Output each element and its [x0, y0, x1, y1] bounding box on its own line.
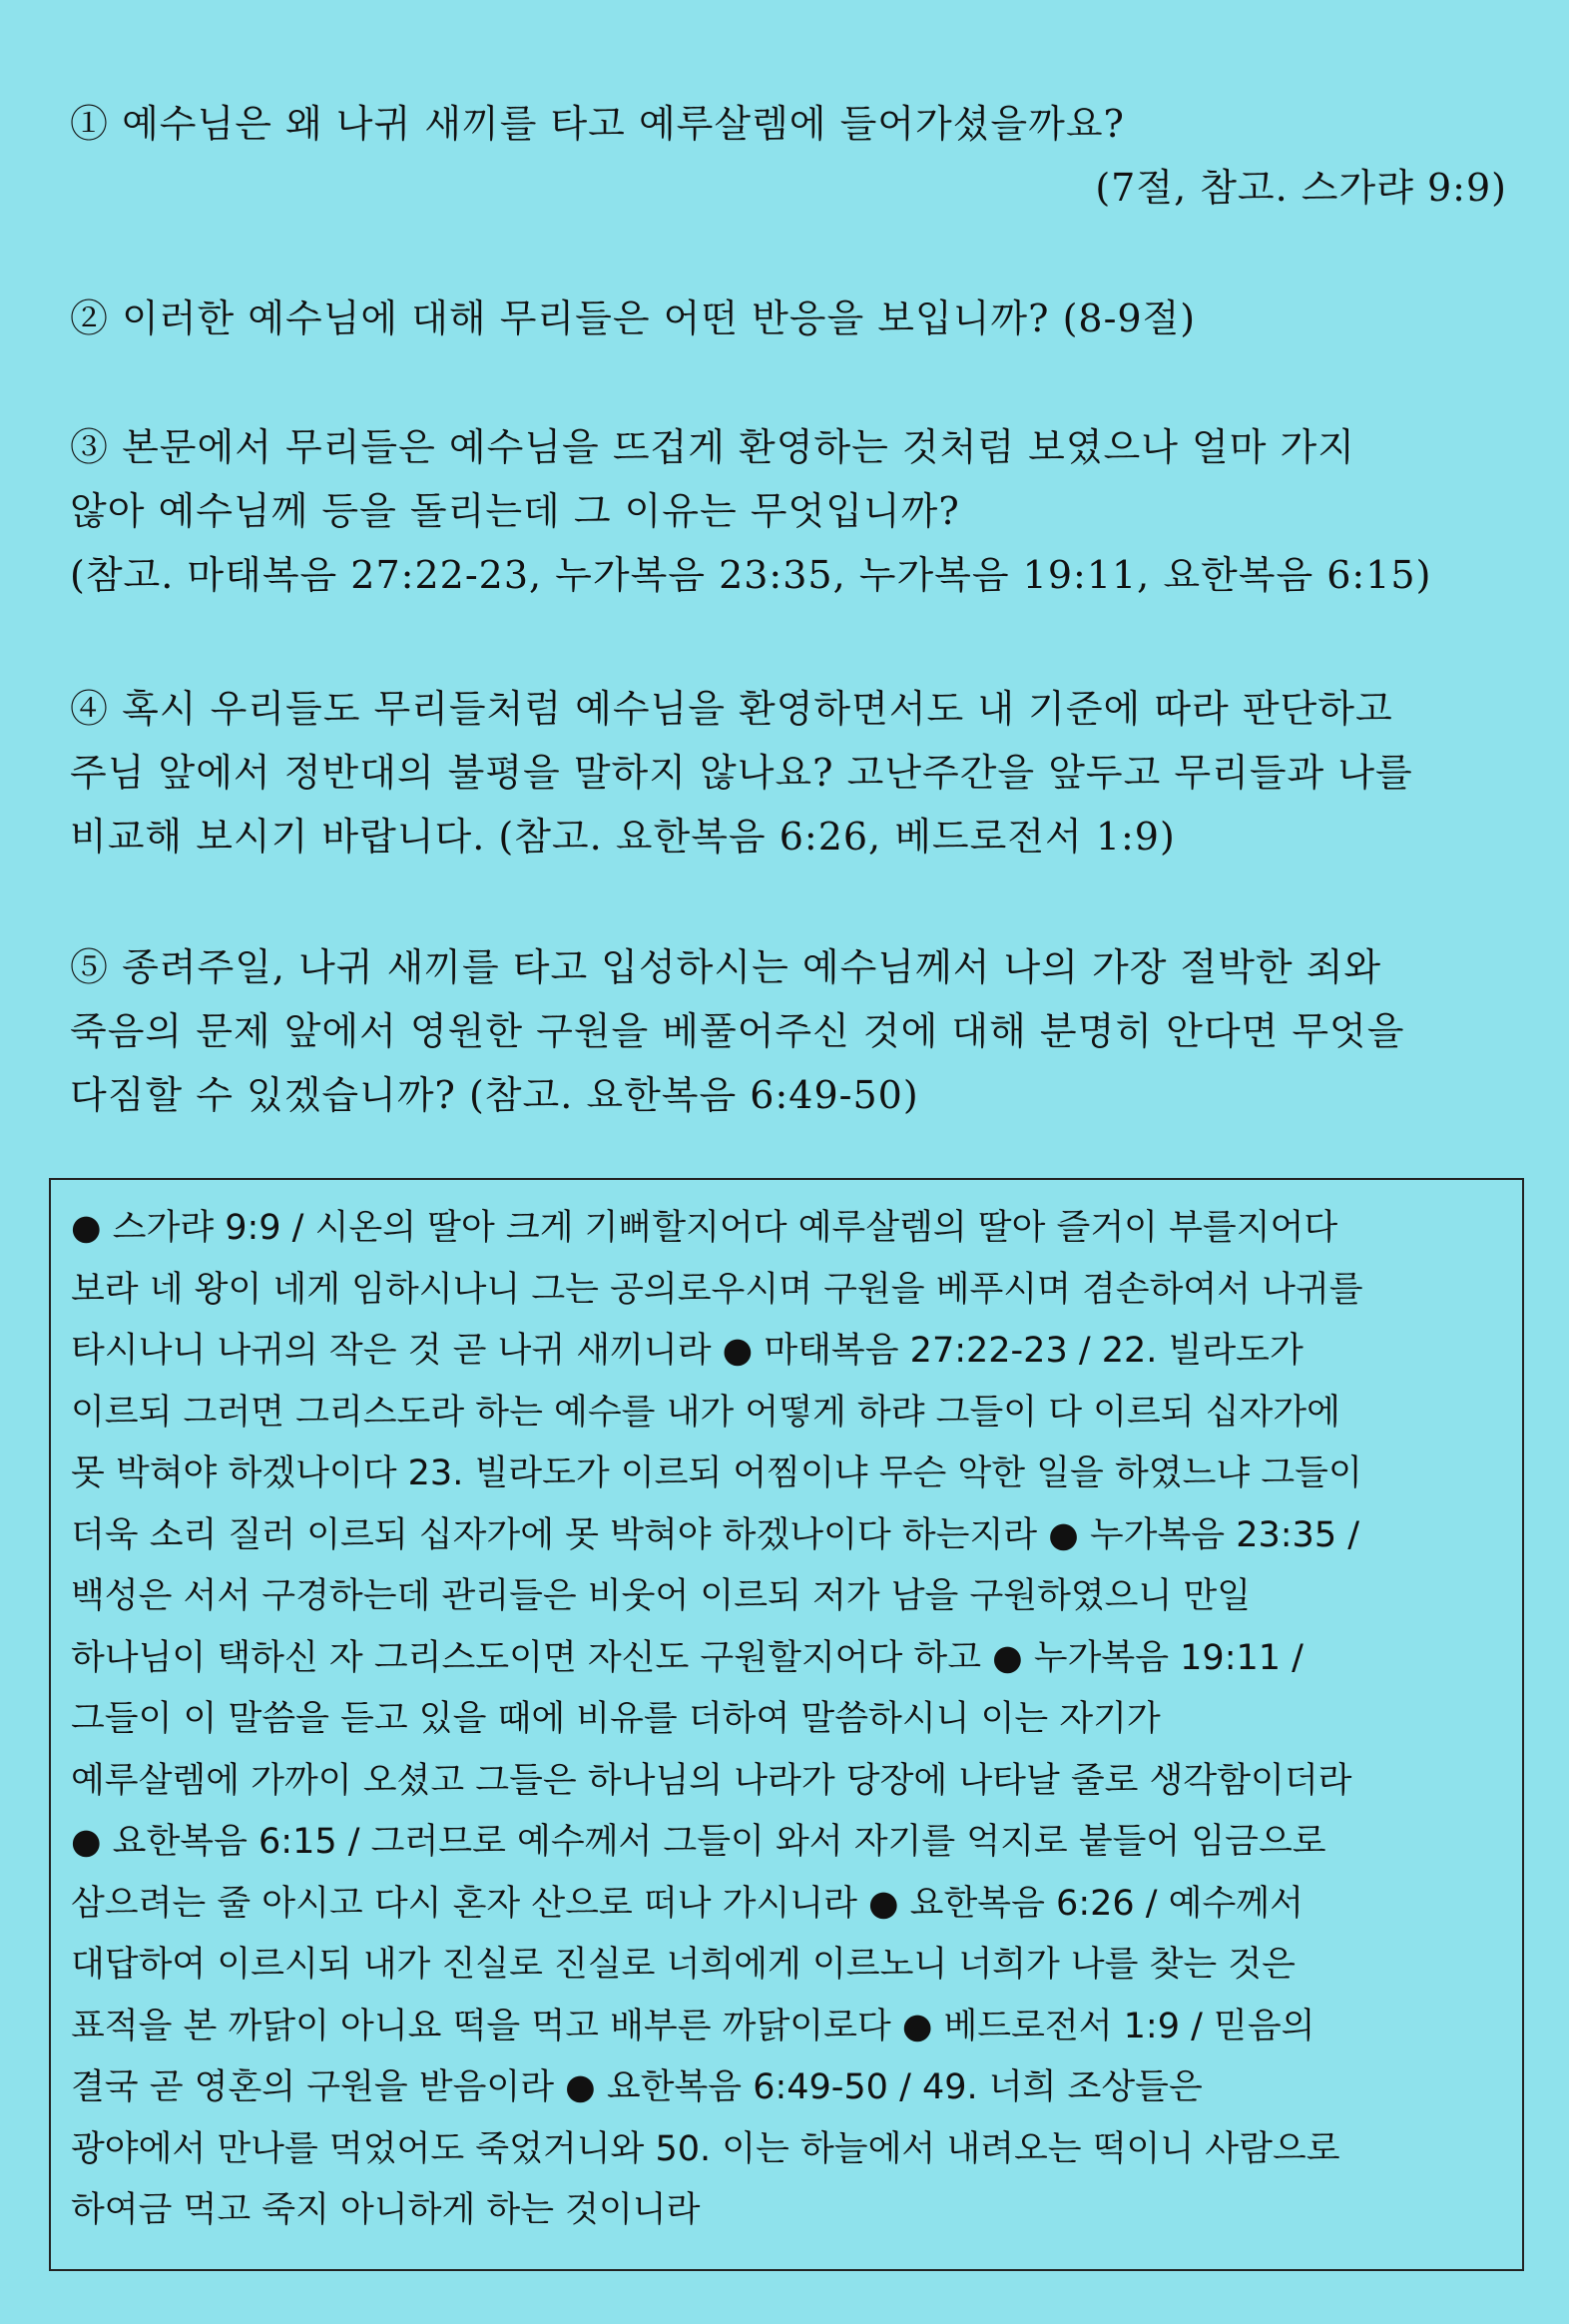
- question-5: [70, 935, 1507, 1127]
- reference-line: 결국 곧 영혼의 구원을 받음이라 ● 요한복음 6:49-50 / 49. 너희 조상들은: [71, 2067, 1203, 2107]
- scripture-reference-box: [49, 1178, 1524, 2271]
- reference-line: ● 스가랴 9:9 / 시온의 딸아 크게 기뻐할지어다 예루살렘의 딸아 즐거이 부를지어다: [71, 1208, 1338, 1248]
- reference-line: 이르되 그러면 그리스도라 하는 예수를 내가 어떻게 하랴 그들이 다 이르되 십자가에: [71, 1392, 1340, 1433]
- reference-line: 더욱 소리 질러 이르되 십자가에 못 박혀야 하겠나이다 하는지라 ● 누가복음 23:35 /: [71, 1514, 1360, 1555]
- reference-line: 대답하여 이르시되 내가 진실로 진실로 너희에게 이르노니 너희가 나를 찾는 것은: [71, 1945, 1296, 1985]
- reference-line: 백성은 서서 구경하는데 관리들은 비웃어 이르되 저가 남을 구원하였으니 만일: [71, 1576, 1252, 1616]
- reference-line: 하여금 먹고 죽지 아니하게 하는 것이니라: [71, 2190, 701, 2230]
- reference-line: 보라 네 왕이 네게 임하시나니 그는 공의로우시며 구원을 베푸시며 겸손하여서 나귀를: [71, 1269, 1363, 1310]
- reference-line: 삼으려는 줄 아시고 다시 혼자 산으로 떠나 가시니라 ● 요한복음 6:26 / 예수께서: [71, 1883, 1304, 1924]
- question-5-line-3: 다짐할 수 있겠습니까? (참고. 요한복음 6:49-50): [70, 1073, 919, 1117]
- question-4-line-3: 비교해 보시기 바랍니다. (참고. 요한복음 6:26, 베드로전서 1:9): [70, 815, 1176, 859]
- reference-line: 표적을 본 까닭이 아니요 떡을 먹고 배부른 까닭이로다 ● 베드로전서 1:9 / 믿음의: [71, 2006, 1315, 2046]
- scripture-reference-text: [71, 1198, 1504, 2242]
- reference-line: ● 요한복음 6:15 / 그러므로 예수께서 그들이 와서 자기를 억지로 붙들어 임금으로: [71, 1822, 1326, 1862]
- question-3-line-2: 않아 예수님께 등을 돌리는데 그 이유는 무엇입니까?: [70, 489, 960, 533]
- reference-line: 하나님이 택하신 자 그리스도이면 자신도 구원할지어다 하고 ● 누가복음 19:11 /: [71, 1637, 1304, 1678]
- question-2: [70, 287, 1507, 350]
- question-4: [70, 677, 1507, 869]
- question-3: [70, 415, 1507, 607]
- reference-line: 그들이 이 말씀을 듣고 있을 때에 비유를 더하여 말씀하시니 이는 자기가: [71, 1699, 1161, 1739]
- question-5-line-1: ⑤ 종려주일, 나귀 새끼를 타고 입성하시는 예수님께서 나의 가장 절박한 죄와: [70, 945, 1382, 989]
- reference-line: 예루살렘에 가까이 오셨고 그들은 하나님의 나라가 당장에 나타날 줄로 생각함이더라: [71, 1760, 1352, 1801]
- reference-line: 타시나니 나귀의 작은 것 곧 나귀 새끼니라 ● 마태복음 27:22-23 / 22. 빌라도가: [71, 1331, 1304, 1371]
- question-4-line-1: ④ 혹시 우리들도 무리들처럼 예수님을 환영하면서도 내 기준에 따라 판단하고: [70, 687, 1393, 731]
- question-1-line-1: ① 예수님은 왜 나귀 새끼를 타고 예루살렘에 들어가셨을까요?: [70, 102, 1125, 146]
- question-3-line-3: (참고. 마태복음 27:22-23, 누가복음 23:35, 누가복음 19:11, 요한복음 6:15): [70, 553, 1432, 597]
- question-1-reference: (7절, 참고. 스가랴 9:9): [1095, 166, 1507, 210]
- reference-line: 광야에서 만나를 먹었어도 죽었거니와 50. 이는 하늘에서 내려오는 떡이니 사람으로: [71, 2128, 1340, 2169]
- question-2-line-1: ② 이러한 예수님에 대해 무리들은 어떤 반응을 보입니까? (8-9절): [70, 296, 1197, 340]
- question-1: [70, 92, 1507, 220]
- question-3-line-1: ③ 본문에서 무리들은 예수님을 뜨겁게 환영하는 것처럼 보였으나 얼마 가지: [70, 425, 1355, 469]
- question-5-line-2: 죽음의 문제 앞에서 영원한 구원을 베풀어주신 것에 대해 분명히 안다면 무엇을: [70, 1009, 1405, 1053]
- reference-line: 못 박혀야 하겠나이다 23. 빌라도가 이르되 어찜이냐 무슨 악한 일을 하였느냐 그들이: [71, 1453, 1362, 1493]
- question-4-line-2: 주님 앞에서 정반대의 불평을 말하지 않나요? 고난주간을 앞두고 무리들과 나를: [70, 751, 1413, 795]
